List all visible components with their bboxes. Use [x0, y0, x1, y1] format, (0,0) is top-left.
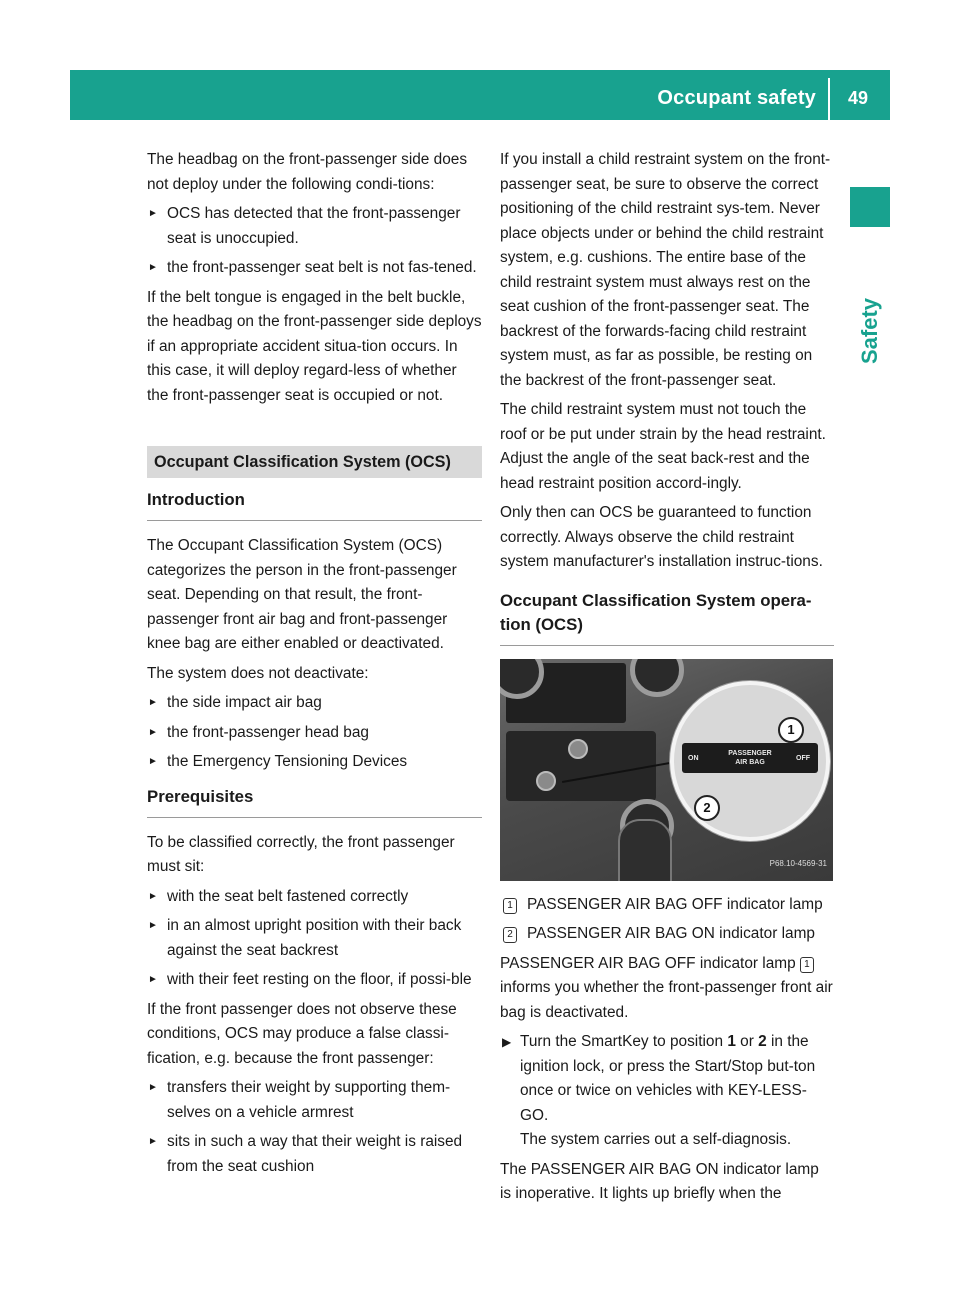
header-separator — [828, 78, 830, 120]
bullet-text: the front-passenger head bag — [167, 723, 369, 741]
paragraph: The child restraint system must not touch the roof or be put under strain by the head restraint. Adjust the angle of the seat back-rest and the head restraint position accord-ingly. — [500, 401, 826, 492]
legend-item — [500, 893, 834, 918]
bullet-item — [147, 750, 482, 775]
side-tab-label: Safety — [857, 297, 882, 364]
bullet-item — [147, 1076, 482, 1125]
position-2: 2 — [758, 1033, 767, 1050]
paragraph: The system does not deactivate: — [147, 664, 369, 682]
bullet-icon: ► — [148, 697, 158, 708]
callout-2: 2 — [694, 795, 720, 821]
figure-reference: P68.10-4569-31 — [769, 859, 827, 868]
bullet-icon: ► — [148, 890, 158, 902]
paragraph: The Occupant Classification System (OCS) categorizes the person in the front-passenger seat. Depending on that result, the front-passenger front air bag and front-passenger knee bag are either enabled or deactivated. — [147, 537, 457, 652]
bullet-item — [147, 691, 482, 716]
bullet-icon: ► — [148, 1082, 158, 1093]
right-column — [500, 148, 834, 1212]
action-result: The system carries out a self-diagnosis. — [520, 1131, 792, 1148]
paragraph: If you install a child restraint system on the front-passenger seat, be sure to observe the correct positioning of the child restraint sys-tem. Never place objects under or behind the child restraint system, e.g. cushions. The entire base of the child restraint system must always rest on the seat cushion of the front-passenger seat. The backrest of the forwards-facing child restraint system must, as far as possible, be resting on the backrest of the front-passenger seat. — [500, 151, 831, 389]
bullet-item — [147, 914, 482, 963]
bullet-icon: ► — [148, 208, 158, 219]
ocs-dashboard-figure — [500, 659, 833, 881]
paragraph: Only then can OCS be guaranteed to function correctly. Always observe the child restraint system manufacturer's installation instruc-tions. — [500, 504, 823, 570]
bullet-item — [147, 202, 482, 251]
bullet-icon: ► — [148, 974, 158, 985]
magnified-indicator-view — [670, 681, 830, 841]
paragraph: If the belt tongue is engaged in the belt buckle, the headbag on the front-passenger side deploys if an appropriate accident situa-tion occurs. In this case, it will deploy regard-less of whether the front-passenger seat is occupied or not. — [147, 288, 482, 404]
side-tab-marker — [850, 187, 890, 227]
left-column — [147, 148, 482, 1184]
legend-number: 2 — [503, 927, 517, 943]
passenger-airbag-label — [714, 749, 786, 767]
text-run: in the ignition lock, or press the Start/Stop but-ton once or twice on vehicles with KEY-LESS-GO. — [520, 1033, 816, 1124]
action-arrow-icon: ▶ — [502, 1035, 512, 1049]
bullet-item — [147, 968, 482, 993]
subheading-introduction: Introduction — [147, 488, 482, 521]
subheading-ocs-operation: Occupant Classification System opera-tion (OCS) — [500, 589, 834, 646]
bullet-item — [147, 1130, 482, 1179]
bullet-icon: ► — [148, 1136, 158, 1147]
panel-line-1: PASSENGER — [728, 749, 772, 757]
section-title: Occupant Classification System (OCS) — [147, 446, 482, 478]
bullet-item — [147, 721, 482, 746]
text-run: informs you whether the front-passenger front air bag is deactivated. — [500, 979, 833, 1021]
text-run: or — [735, 1033, 759, 1050]
text-run: PASSENGER AIR BAG OFF indicator lamp — [500, 954, 796, 972]
bullet-item — [147, 885, 482, 910]
gear-shifter — [618, 819, 672, 881]
paragraph — [500, 952, 834, 1026]
on-indicator-lamp: ON — [688, 754, 699, 762]
bullet-text: transfers their weight by supporting them-selves on a vehicle armrest — [167, 1079, 451, 1121]
bullet-icon: ► — [148, 262, 158, 273]
bullet-icon: ► — [148, 920, 158, 931]
paragraph: If the front passenger does not observe these conditions, OCS may produce a false classi-fication, e.g. because the front passenger: — [147, 1000, 457, 1067]
legend-text: PASSENGER AIR BAG ON indicator lamp — [527, 925, 815, 942]
legend-text: PASSENGER AIR BAG OFF indicator lamp — [527, 895, 823, 913]
bullet-text: OCS has detected that the front-passenger seat is unoccupied. — [167, 205, 461, 247]
bullet-text: with the seat belt fastened correctly — [167, 887, 409, 905]
off-indicator-lamp: OFF — [796, 754, 810, 762]
bullet-text: with their feet resting on the floor, if possi-ble — [167, 971, 472, 988]
bullet-text: the Emergency Tensioning Devices — [167, 753, 408, 770]
callout-1: 1 — [778, 717, 804, 743]
bullet-text: sits in such a way that their weight is raised from the seat cushion — [167, 1133, 463, 1175]
inline-reference-number: 1 — [800, 957, 814, 973]
chapter-title: Occupant safety — [657, 87, 816, 109]
bullet-item — [147, 256, 482, 281]
paragraph: The headbag on the front-passenger side does not deploy under the following condi-tions: — [147, 151, 468, 193]
page-number: 49 — [847, 88, 868, 108]
bullet-icon: ► — [148, 726, 158, 738]
panel-line-2: AIR BAG — [735, 758, 765, 766]
airbag-indicator-strip — [682, 743, 818, 773]
action-step — [500, 1030, 834, 1153]
paragraph: To be classified correctly, the front passenger must sit: — [147, 833, 455, 875]
bullet-icon: ► — [148, 756, 158, 767]
bullet-text: the front-passenger seat belt is not fas-tened. — [167, 259, 477, 276]
page-header — [70, 70, 890, 120]
bullet-text: the side impact air bag — [167, 694, 322, 711]
legend-item — [500, 922, 834, 947]
position-1: 1 — [727, 1033, 736, 1050]
control-knob — [536, 771, 556, 791]
air-vent — [630, 659, 684, 697]
legend-number: 1 — [503, 898, 517, 914]
paragraph: The PASSENGER AIR BAG ON indicator lamp is inoperative. It lights up briefly when the — [500, 1160, 819, 1202]
center-console-panel — [506, 731, 656, 801]
subheading-prerequisites: Prerequisites — [147, 785, 482, 818]
control-knob — [568, 739, 588, 759]
text-run: Turn the SmartKey to position — [520, 1033, 728, 1050]
bullet-text: in an almost upright position with their back against the seat backrest — [167, 917, 462, 959]
